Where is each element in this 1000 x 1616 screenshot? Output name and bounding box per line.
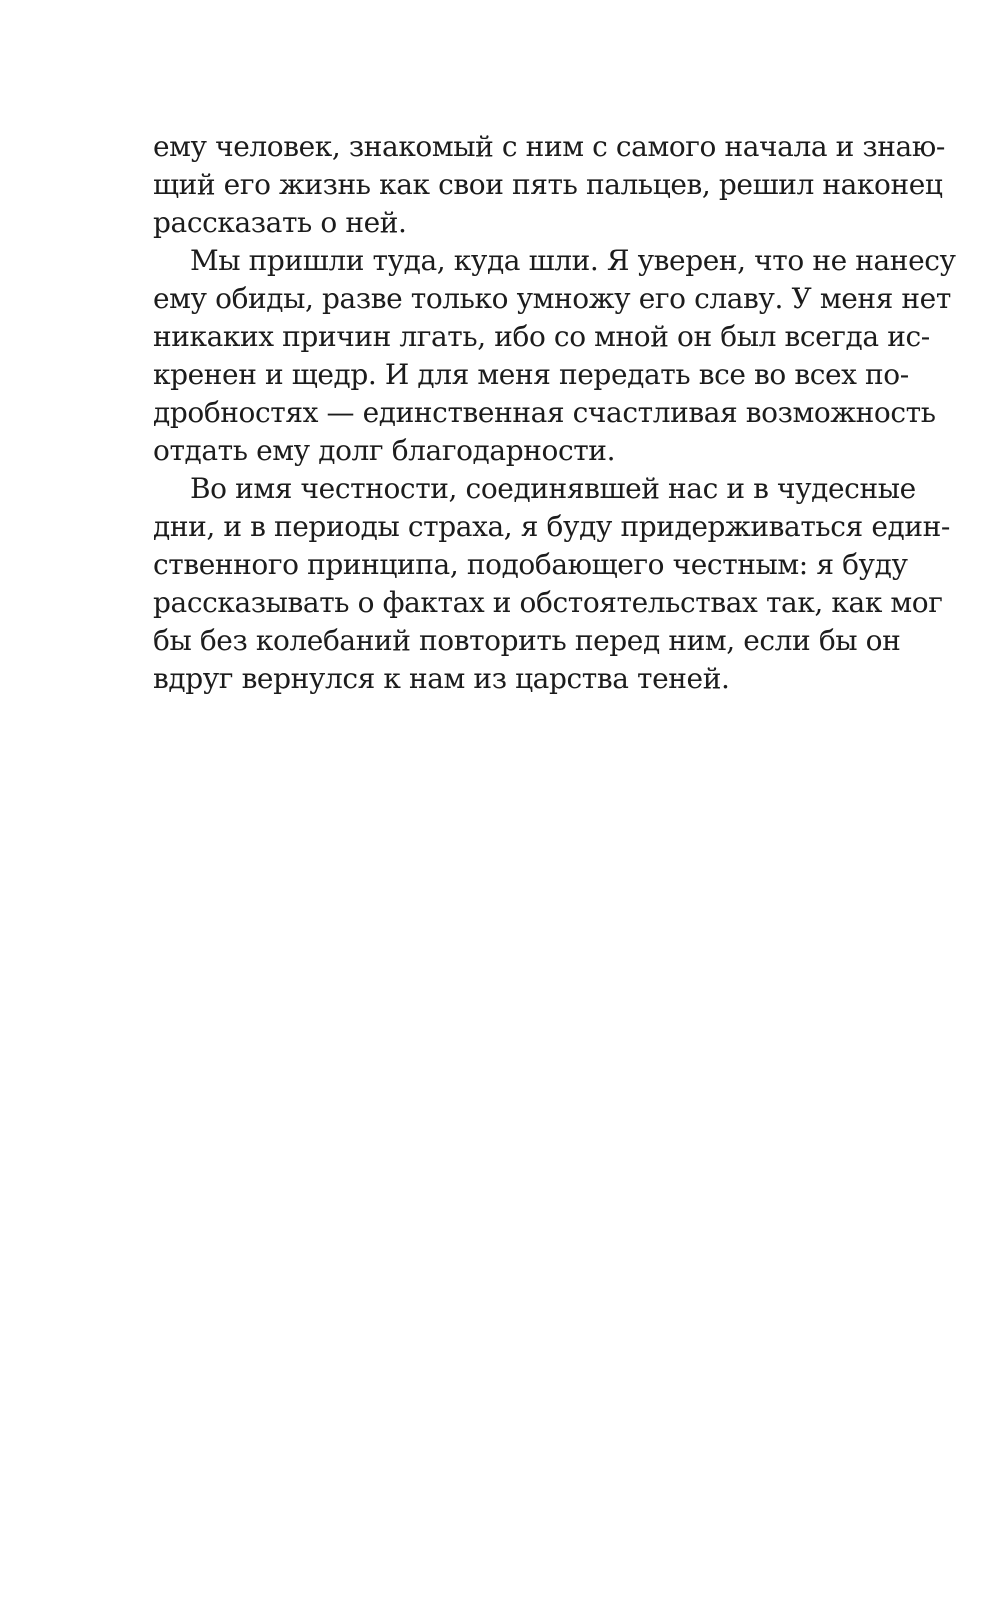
text-line: рассказывать о фактах и обстоятельствах так, как мог [153,586,943,619]
text-line: Мы пришли туда, куда шли. Я уверен, что не нанесу [190,244,956,277]
text-line: вдруг вернулся к нам из царства теней. [153,662,730,695]
text-line: дробностях — единственная счастливая возможность [153,396,936,429]
text-line: кренен и щедр. И для меня передать все во всех по- [153,358,909,391]
text-line: никаких причин лгать, ибо со мной он был всегда ис- [153,320,930,353]
text-line: дни, и в периоды страха, я буду придерживаться един- [153,510,950,543]
text-line: ему человек, знакомый с ним с самого начала и знаю- [153,130,945,163]
text-line: ему обиды, разве только умножу его славу. У меня нет [153,282,951,315]
body-text [153,128,956,698]
text-line: ственного принципа, подобающего честным: я буду [153,548,908,581]
text-line: отдать ему долг благодарности. [153,434,616,467]
text-line: щий его жизнь как свои пять пальцев, решил наконец [153,168,943,201]
text-line: рассказать о ней. [153,206,407,239]
paragraph-3 [153,470,950,698]
text-line: Во имя честности, соединявшей нас и в чудесные [190,472,916,505]
paragraph-1 [153,128,945,242]
paragraph-2 [153,242,956,470]
text-line: бы без колебаний повторить перед ним, если бы он [153,624,901,657]
